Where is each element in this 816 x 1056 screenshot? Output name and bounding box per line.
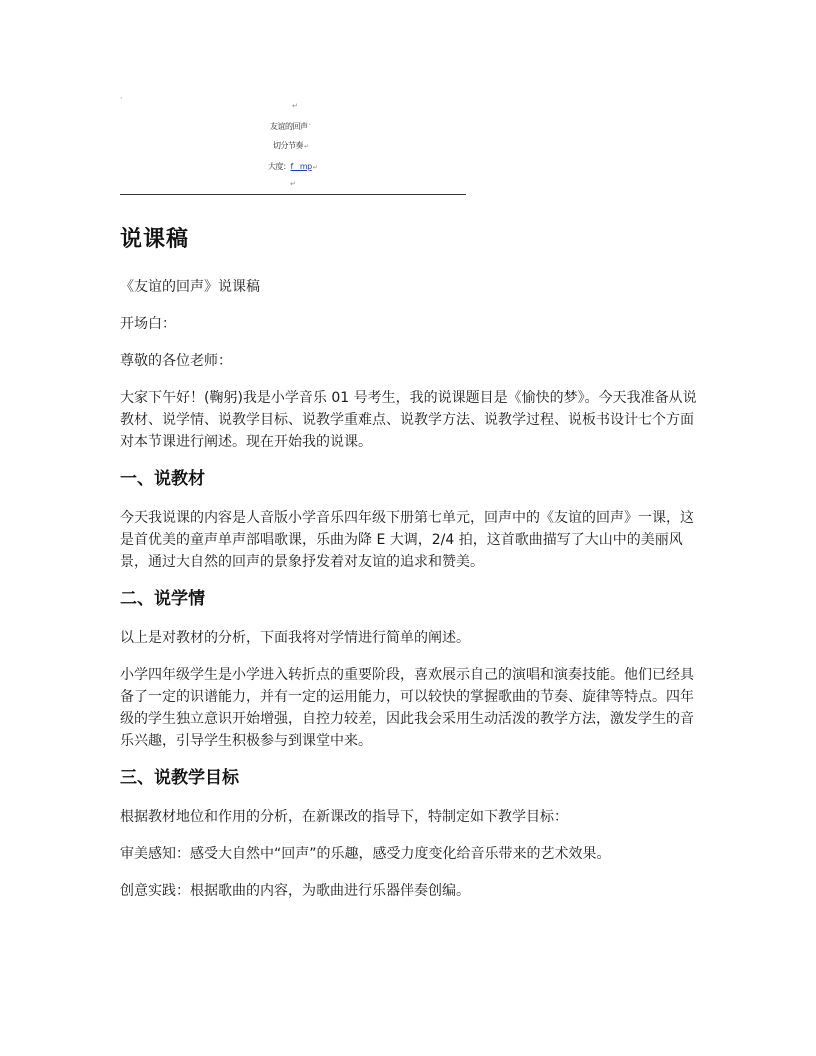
header-rhythm: 切分节奏↵ — [273, 141, 309, 150]
students-paragraph-2: 小学四年级学生是小学进入转折点的重要阶段，喜欢展示自己的演唱和演奏技能。他们已经具备了一定的识谱能力，并有一定的运用能力，可以较快的掌握歌曲的节奏、旋律等特点。四年级的学生独立意识开始增强，自控力较差，因此我会采用生动活泼的教学方法，激发学生的音乐兴趣，引导学生积极参与到课堂中来。 — [120, 667, 694, 749]
header-song-title: 友谊的回声ˋ — [270, 122, 311, 131]
greeting: 尊敬的各位老师： — [120, 353, 232, 369]
students-paragraph-1: 以上是对教材的分析，下面我将对学情进行简单的阐述。 — [120, 630, 470, 646]
corner-mark: ˎ — [120, 92, 123, 99]
textbook-paragraph: 今天我说课的内容是人音版小学音乐四年级下册第七单元，回声中的《友谊的回声》一课，这是首优美的童声单声部唱歌课，乐曲为降 E 大调，2/4 拍，这首歌曲描写了大山中的美丽风景，通过大自然的回声的景象抒发着对友谊的追求和赞美。 — [120, 510, 694, 570]
dynamics-value: f__mp — [290, 162, 312, 171]
intro-paragraph: 大家下午好！(鞠躬)我是小学音乐 01 号考生，我的说课题目是《愉快的梦》。今天我准备从说教材、说学情、说教学目标、说教学重难点、说教学方法、说教学过程、说板书设计七个方面对本节课进行阐述。现在开始我的说课。 — [120, 390, 697, 450]
paragraph-end-mark: ↵ — [290, 180, 296, 188]
objectives-paragraph-3: 创意实践：根据歌曲的内容，为歌曲进行乐器伴奏创编。 — [120, 883, 470, 899]
document-body — [120, 276, 700, 917]
header-divider — [120, 194, 466, 195]
section-heading-objectives: 三、说教学目标 — [120, 768, 239, 788]
opening-label: 开场白： — [120, 316, 176, 332]
document-subtitle: 《友谊的回声》说课稿 — [120, 279, 260, 295]
embedded-header-image — [120, 92, 466, 196]
paragraph-mark: ↵ — [292, 102, 298, 110]
section-heading-students: 二、说学情 — [120, 589, 205, 609]
objectives-paragraph-1: 根据教材地位和作用的分析，在新课改的指导下，特制定如下教学目标： — [120, 809, 568, 825]
document-title: 说课稿 — [120, 227, 190, 252]
section-heading-textbook: 一、说教材 — [120, 469, 205, 489]
objectives-paragraph-2: 审美感知：感受大自然中“回声”的乐趣，感受力度变化给音乐带来的艺术效果。 — [120, 846, 611, 862]
header-dynamics: 大度：f__mp↵ — [268, 162, 318, 171]
